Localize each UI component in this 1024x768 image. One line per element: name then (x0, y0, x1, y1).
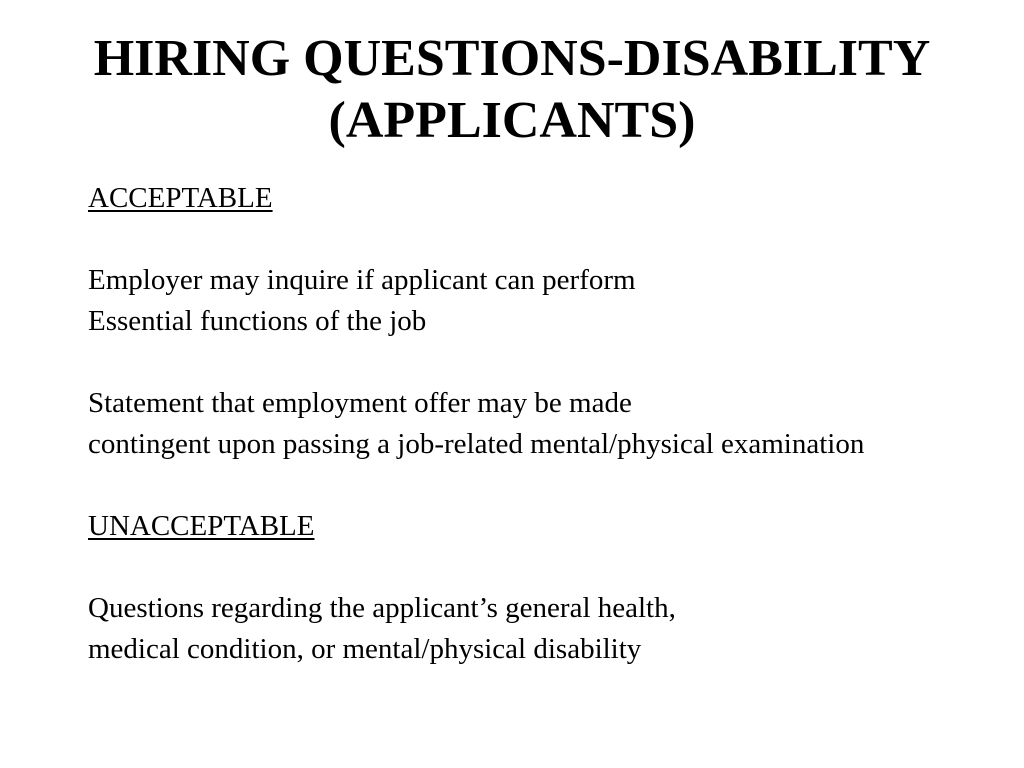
acceptable-item-1-line-1: Employer may inquire if applicant can perform (88, 264, 636, 296)
slide-title-line-2: (APPLICANTS) (328, 92, 696, 149)
slide-body (88, 178, 988, 670)
slide-title (40, 28, 984, 152)
spacer (88, 219, 988, 260)
acceptable-item-2-line-2: contingent upon passing a job-related mental/physical examination (88, 428, 865, 460)
unacceptable-item-1-line-1: Questions regarding the applicant’s general health, (88, 592, 676, 624)
acceptable-heading: ACCEPTABLE (88, 182, 273, 214)
spacer (88, 547, 988, 588)
spacer (88, 342, 988, 383)
acceptable-item-1-line-2: Essential functions of the job (88, 305, 427, 337)
unacceptable-heading: UNACCEPTABLE (88, 510, 315, 542)
acceptable-item-2-line-1: Statement that employment offer may be made (88, 387, 632, 419)
slide-title-line-1: HIRING QUESTIONS-DISABILITY (93, 30, 931, 87)
unacceptable-item-1-line-2: medical condition, or mental/physical disability (88, 633, 642, 665)
spacer (88, 465, 988, 506)
